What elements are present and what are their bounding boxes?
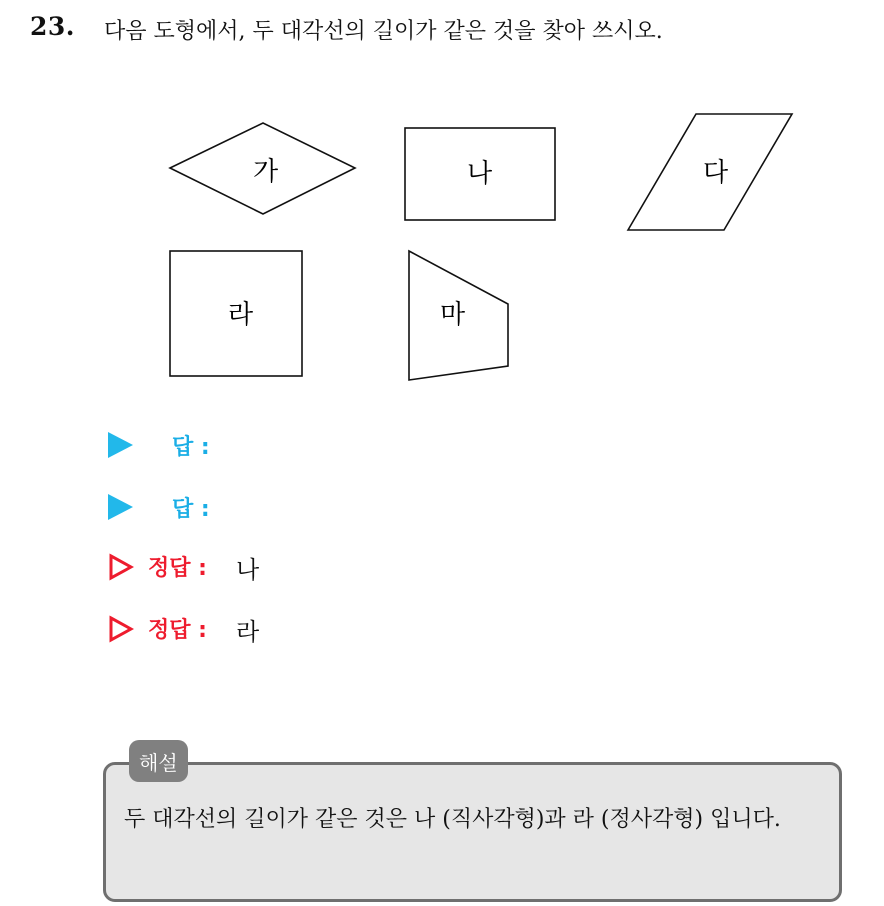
shape-rhombus bbox=[170, 123, 355, 214]
explanation-text: 두 대각선의 길이가 같은 것은 나 (직사각형)과 라 (정사각형) 입니다. bbox=[124, 807, 781, 832]
answer-label: 답 : bbox=[172, 497, 210, 522]
key-row-2 bbox=[108, 612, 260, 646]
shape-parallelogram bbox=[628, 114, 792, 230]
shape-rectangle bbox=[405, 128, 555, 220]
shape-square bbox=[170, 251, 302, 376]
shape-label-da: 다 bbox=[703, 158, 729, 188]
shape-trapezoid bbox=[409, 251, 508, 380]
outline-triangle-icon bbox=[108, 553, 134, 581]
key-value: 라 bbox=[236, 618, 260, 646]
play-arrow-icon bbox=[108, 494, 133, 520]
shape-label-ra: 라 bbox=[228, 300, 254, 330]
key-label: 정답 : bbox=[148, 618, 207, 643]
shape-label-ga: 가 bbox=[253, 157, 279, 187]
answer-row-2 bbox=[108, 490, 210, 524]
key-value: 나 bbox=[236, 556, 260, 584]
key-row-1 bbox=[108, 550, 260, 584]
key-label: 정답 : bbox=[148, 556, 207, 581]
answer-label: 답 : bbox=[172, 435, 210, 460]
play-arrow-icon bbox=[108, 432, 133, 458]
question-text: 다음 도형에서, 두 대각선의 길이가 같은 것을 찾아 쓰시오. bbox=[104, 19, 663, 44]
question-number: 23. bbox=[30, 12, 75, 41]
outline-triangle-icon bbox=[108, 615, 134, 643]
shape-label-na: 나 bbox=[467, 159, 493, 189]
explanation-tag: 해설 bbox=[129, 740, 188, 782]
answer-row-1 bbox=[108, 428, 210, 462]
shape-label-ma: 마 bbox=[440, 300, 466, 330]
figures-area bbox=[0, 0, 884, 420]
